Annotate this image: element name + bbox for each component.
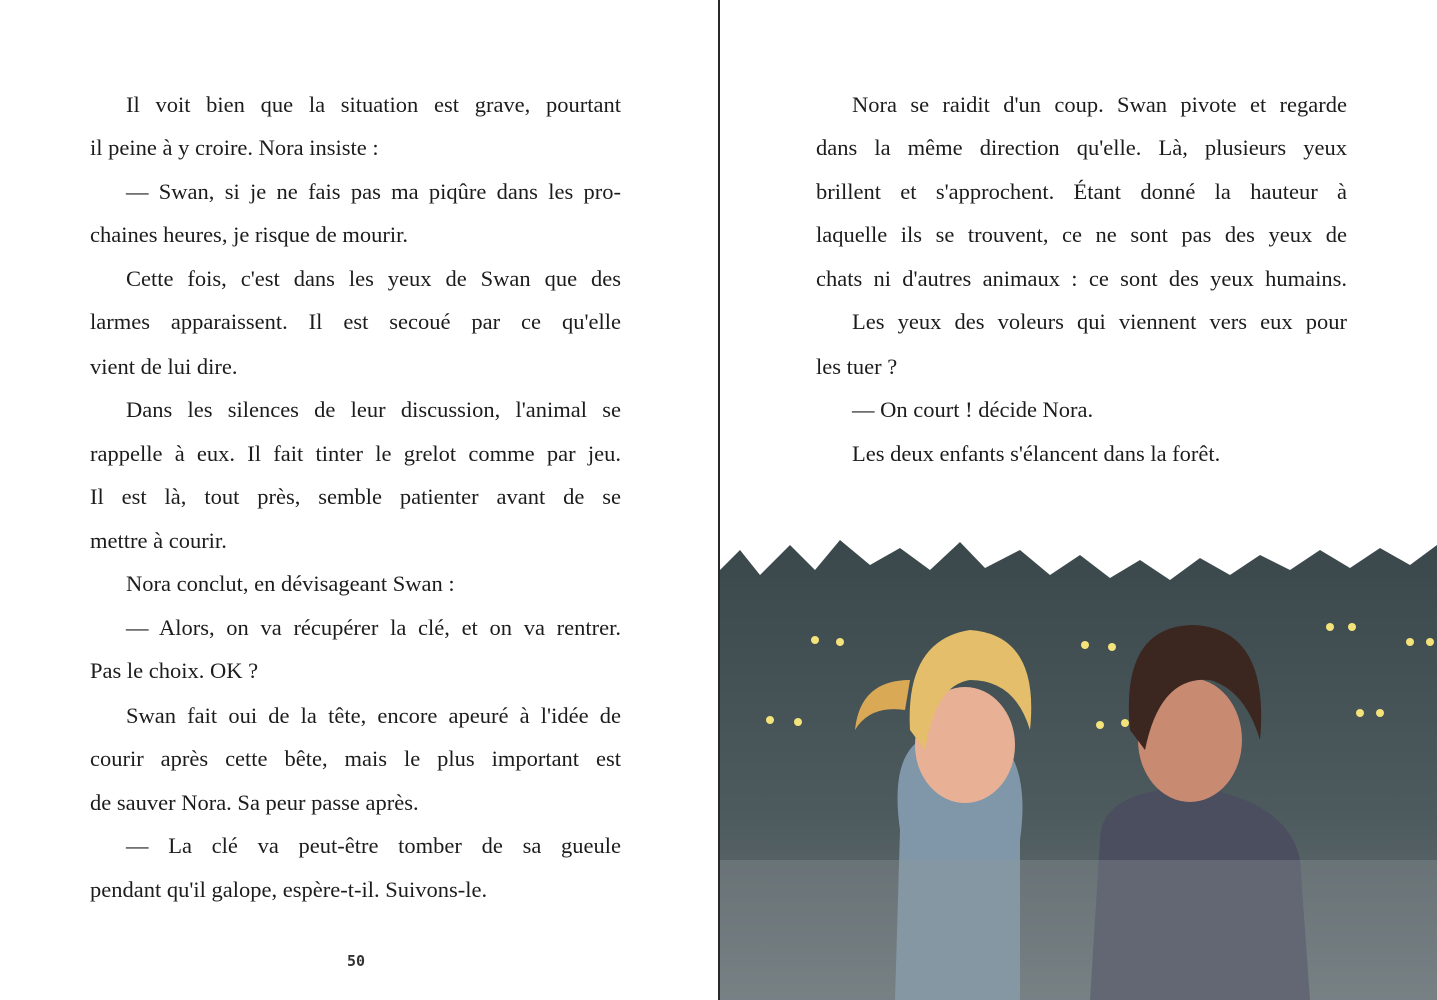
text-line: dans la même direction qu'elle. Là, plusieurs yeux (816, 135, 1347, 160)
text-line: rappelle à eux. Il fait tinter le grelot comme par jeu. (90, 441, 621, 466)
text-line: Nora conclut, en dévisageant Swan : (126, 571, 455, 596)
text-line: laquelle ils se trouvent, ce ne sont pas des yeux de (816, 222, 1347, 247)
text-line: Dans les silences de leur discussion, l'animal se (126, 397, 621, 422)
text-line: de sauver Nora. Sa peur passe après. (90, 790, 419, 815)
mist (720, 860, 1437, 1000)
text-line: pendant qu'il galope, espère-t-il. Suivons-le. (90, 877, 488, 902)
text-line: Il est là, tout près, semble patienter avant de se (90, 484, 621, 509)
text-line: — La clé va peut-être tomber de sa gueule (126, 833, 621, 858)
text-line: il peine à y croire. Nora insiste : (90, 135, 379, 160)
text-line: Les deux enfants s'élancent dans la forêt. (852, 441, 1221, 466)
left-page (0, 0, 718, 1000)
text-line: courir après cette bête, mais le plus important est (90, 746, 621, 771)
text-line: mettre à courir. (90, 528, 227, 553)
text-line: — Alors, on va récupérer la clé, et on va rentrer. (126, 615, 621, 640)
page-number: 50 (346, 952, 366, 970)
text-line: Il voit bien que la situation est grave, pourtant (126, 92, 621, 117)
text-line: Les yeux des voleurs qui viennent vers eux pour (852, 309, 1347, 334)
text-line: les tuer ? (816, 354, 898, 379)
text-line: — Swan, si je ne fais pas ma piqûre dans les pro- (126, 179, 621, 204)
text-line: brillent et s'approchent. Étant donné la hauteur à (816, 179, 1347, 204)
right-page (720, 0, 1437, 1000)
text-line: vient de lui dire. (90, 354, 238, 379)
text-line: Swan fait oui de la tête, encore apeuré à l'idée de (126, 703, 621, 728)
text-line: Pas le choix. OK ? (90, 658, 259, 683)
text-line: chats ni d'autres animaux : ce sont des yeux humains. (816, 266, 1347, 291)
text-line: chaines heures, je risque de mourir. (90, 222, 409, 247)
forest-illustration (720, 530, 1437, 1000)
text-line: larmes apparaissent. Il est secoué par ce qu'elle (90, 309, 621, 334)
text-line: Cette fois, c'est dans les yeux de Swan que des (126, 266, 621, 291)
text-line: — On court ! décide Nora. (852, 397, 1094, 422)
text-line: Nora se raidit d'un coup. Swan pivote et regarde (852, 92, 1347, 117)
